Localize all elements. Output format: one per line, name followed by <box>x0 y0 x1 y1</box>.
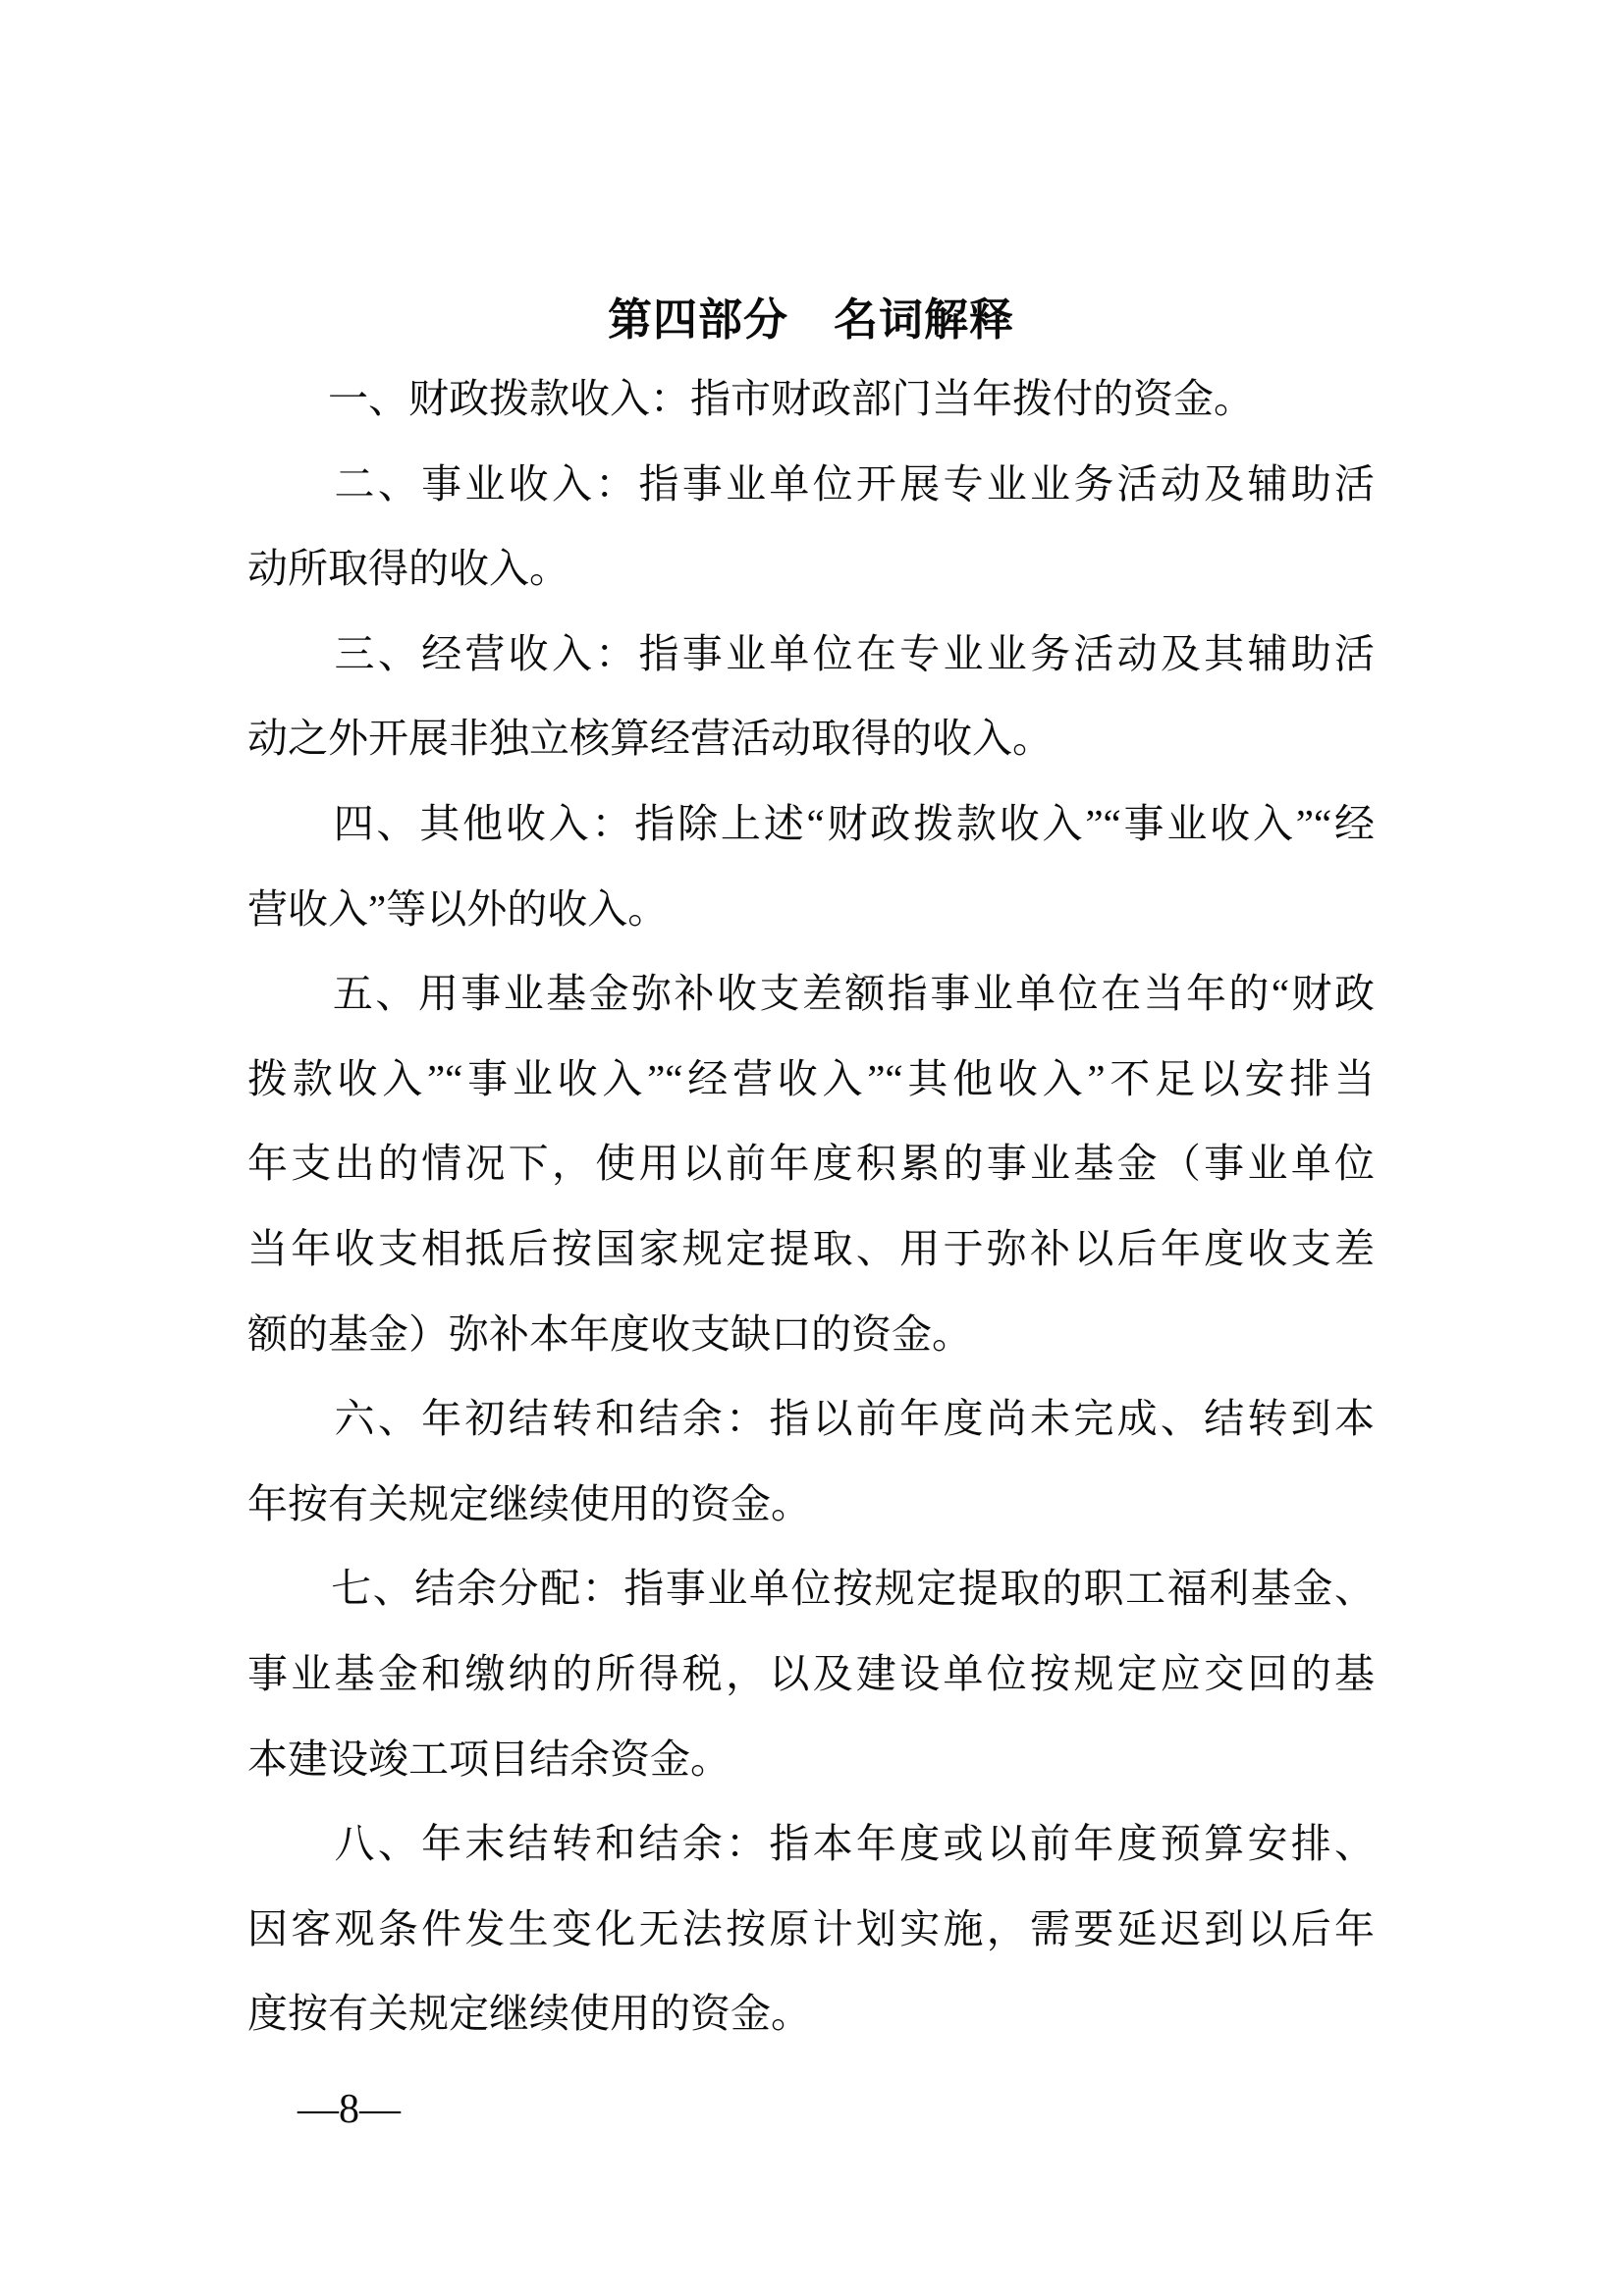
document-line: 三、经营收入：指事业单位在专业业务活动及其辅助活 <box>247 630 1375 676</box>
document-line: 年支出的情况下，使用以前年度积累的事业基金（事业单位 <box>247 1141 1375 1187</box>
document-line: 一、财政拨款收入：指市财政部门当年拨付的资金。 <box>247 376 1254 421</box>
document-line: 事业基金和缴纳的所得税，以及建设单位按规定应交回的基 <box>247 1650 1375 1696</box>
document-line: 二、事业收入：指事业单位开展专业业务活动及辅助活 <box>247 460 1375 507</box>
section-title: 第四部分 名词解释 <box>607 294 1014 345</box>
document-line: 营收入”等以外的收入。 <box>247 885 669 932</box>
document-line: 额的基金）弥补本年度收支缺口的资金。 <box>247 1310 972 1357</box>
document-body <box>247 356 1375 2056</box>
document-line: 七、结余分配：指事业单位按规定提取的职工福利基金、 <box>247 1566 1375 1612</box>
document-line: 拨款收入”“事业收入”“经营收入”“其他收入”不足以安排当 <box>247 1055 1375 1101</box>
document-line: 动之外开展非独立核算经营活动取得的收入。 <box>247 716 1053 762</box>
document-line: 六、年初结转和结余：指以前年度尚未完成、结转到本 <box>247 1396 1375 1442</box>
document-line: 五、用事业基金弥补收支差额指事业单位在当年的“财政 <box>247 971 1375 1017</box>
document-line: 因客观条件发生变化无法按原计划实施，需要延迟到以后年 <box>247 1905 1375 1951</box>
document-line: 当年收支相抵后按国家规定提取、用于弥补以后年度收支差 <box>247 1225 1375 1271</box>
document-line: 本建设竣工项目结余资金。 <box>247 1735 731 1782</box>
document-line: 动所取得的收入。 <box>247 546 569 592</box>
page-number: —8— <box>298 2087 401 2132</box>
document-line: 八、年末结转和结余：指本年度或以前年度预算安排、 <box>247 1821 1375 1867</box>
document-line: 四、其他收入：指除上述“财政拨款收入”“事业收入”“经 <box>247 800 1375 846</box>
document-line: 度按有关规定继续使用的资金。 <box>247 1991 811 2037</box>
document-line: 年按有关规定继续使用的资金。 <box>247 1480 811 1526</box>
